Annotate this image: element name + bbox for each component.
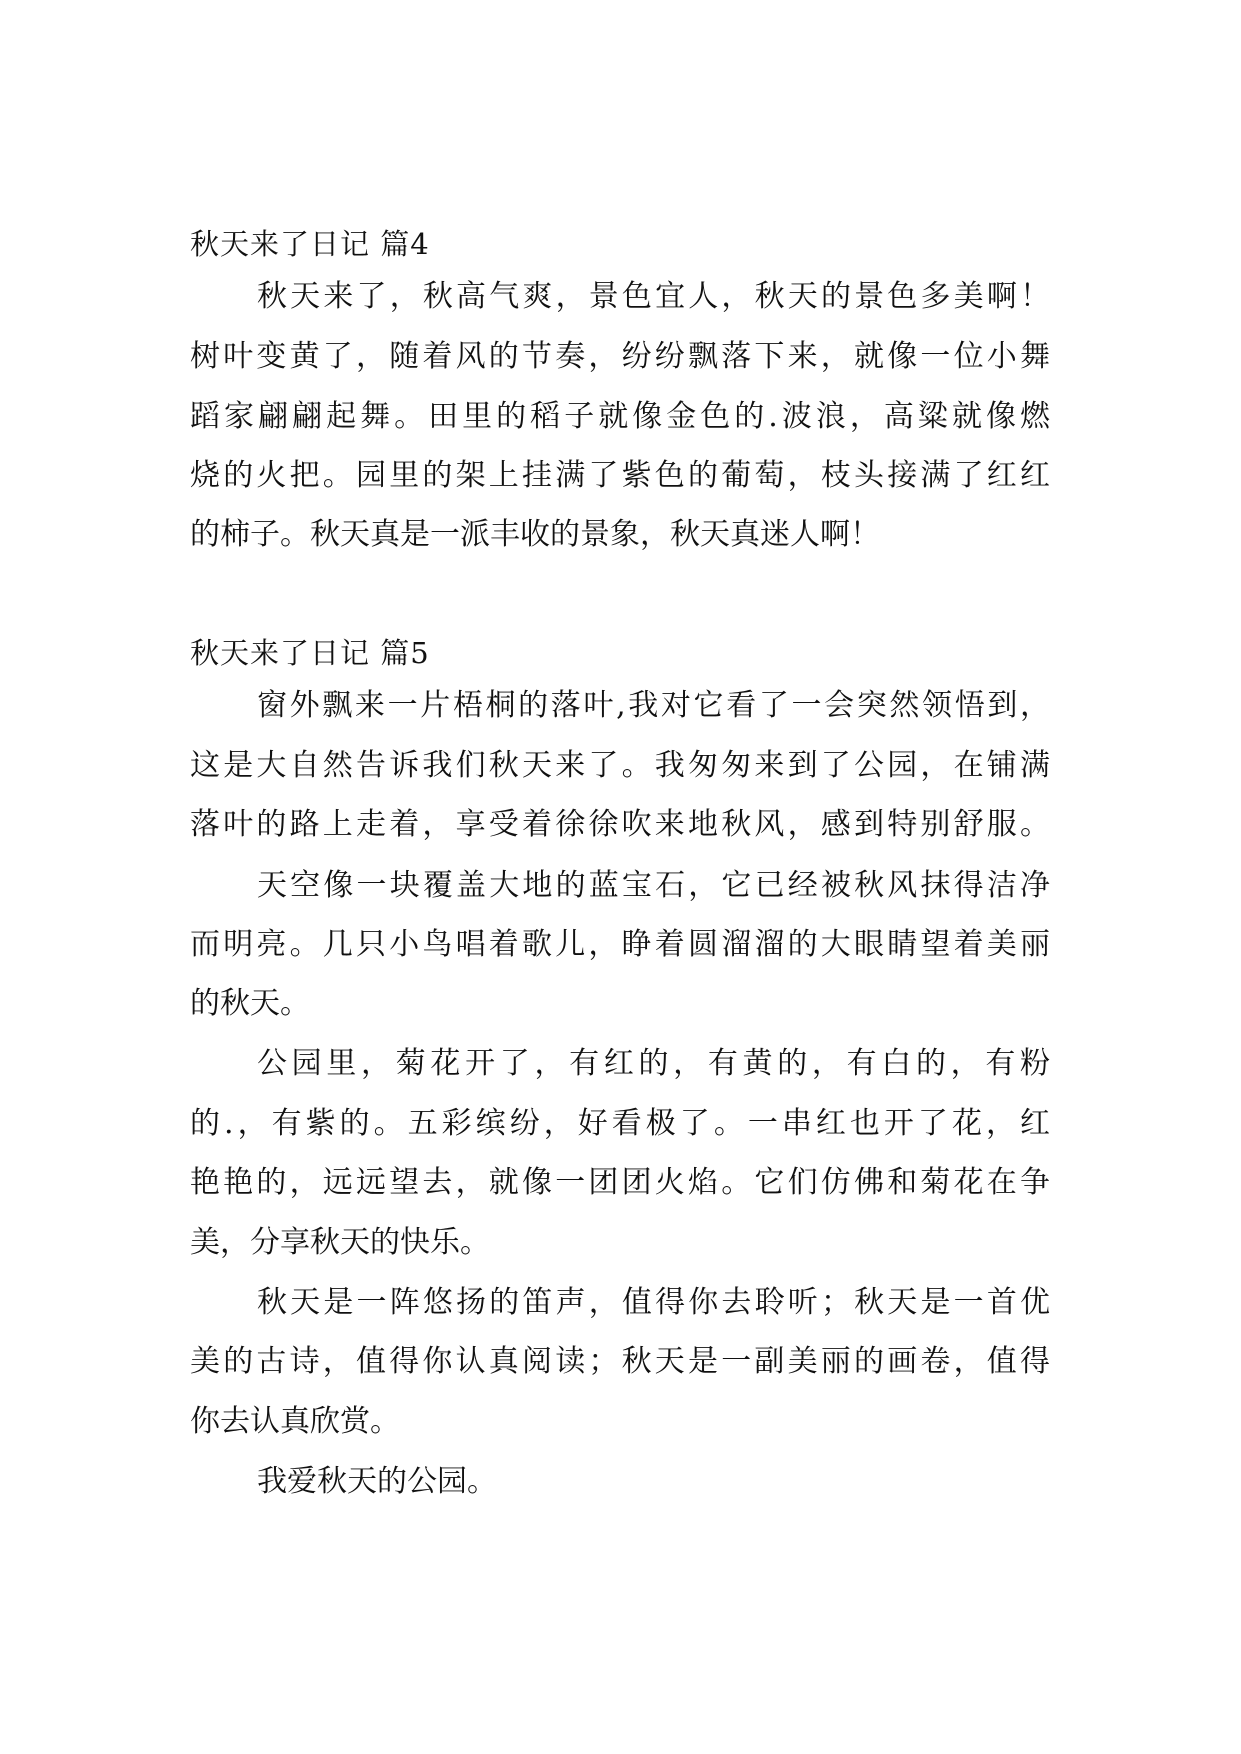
text-line: 艳艳的，远远望去，就像一团团火焰。它们仿佛和菊花在争 — [190, 1165, 1050, 1200]
text-line: 树叶变黄了，随着风的节奏，纷纷飘落下来，就像一位小舞 — [190, 339, 1050, 374]
text-line: 的.，有紫的。五彩缤纷，好看极了。一串红也开了花，红 — [190, 1106, 1050, 1141]
text-line: 美的古诗，值得你认真阅读；秋天是一副美丽的画卷，值得 — [190, 1344, 1050, 1379]
text-line: 秋天是一阵悠扬的笛声，值得你去聆听；秋天是一首优 — [257, 1285, 1050, 1320]
section-title: 秋天来了日记 篇5 — [190, 636, 430, 670]
text-line: 你去认真欣赏。 — [190, 1404, 400, 1439]
text-line: 的秋天。 — [190, 986, 310, 1021]
text-line: 窗外飘来一片梧桐的落叶,我对它看了一会突然领悟到， — [257, 688, 1050, 723]
text-line: 烧的火把。园里的架上挂满了紫色的葡萄，枝头接满了红红 — [190, 458, 1050, 493]
text-line: 而明亮。几只小鸟唱着歌儿，睁着圆溜溜的大眼睛望着美丽 — [190, 927, 1050, 962]
text-line: 落叶的路上走着，享受着徐徐吹来地秋风，感到特别舒服。 — [190, 807, 1050, 842]
text-line: 公园里，菊花开了，有红的，有黄的，有白的，有粉 — [257, 1046, 1050, 1081]
text-line: 这是大自然告诉我们秋天来了。我匆匆来到了公园，在铺满 — [190, 748, 1050, 783]
section-title: 秋天来了日记 篇4 — [190, 227, 430, 261]
text-line: 美，分享秋天的快乐。 — [190, 1225, 490, 1260]
text-line: 我爱秋天的公园。 — [257, 1464, 497, 1499]
text-line: 蹈家翩翩起舞。田里的稻子就像金色的.波浪，高粱就像燃 — [190, 399, 1050, 434]
text-line: 的柿子。秋天真是一派丰收的景象，秋天真迷人啊！ — [190, 517, 880, 552]
text-line: 秋天来了，秋高气爽，景色宜人，秋天的景色多美啊！ — [257, 279, 1050, 314]
text-line: 天空像一块覆盖大地的蓝宝石，它已经被秋风抹得洁净 — [257, 868, 1050, 903]
